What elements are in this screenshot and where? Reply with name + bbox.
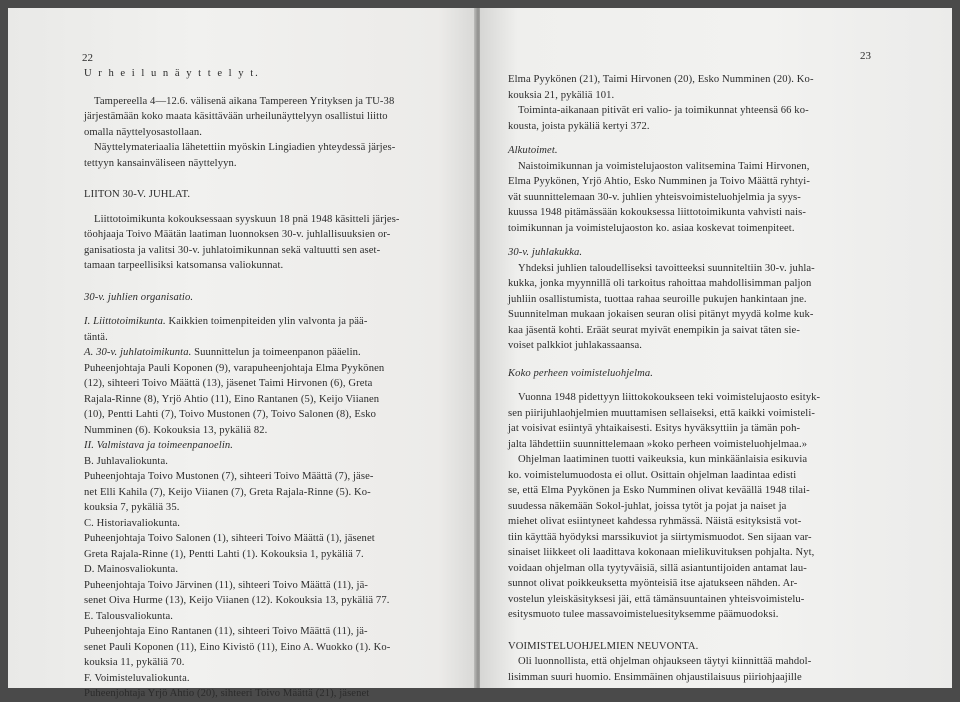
text-line: kousta, joista pykäliä kertyi 372.: [508, 120, 650, 132]
text-line: Toiminta-aikanaan pitivät eri valio- ja toimikunnat yhteensä 66 ko-: [518, 105, 809, 116]
text-line: senet Oiva Hurme (13), Keijo Viianen (12). Kokouksia 13, pykäliä 77.: [84, 595, 390, 606]
text-line: Naistoimikunnan ja voimistelujaoston valitsemina Taimi Hirvonen,: [518, 160, 810, 172]
text-line: toimikunnan ja voimistelujaoston ko. asiaa koskevat toimenpiteet.: [508, 222, 795, 234]
text-line: Koko perheen voimisteluohjelma.: [508, 367, 654, 379]
text-line: Puheenjohtaja Yrjö Ahtio (20), sihteeri Toivo Määttä (21), jäsenet: [84, 688, 370, 699]
text-line: vostelun yleiskäsityksesi jäi, että tämänsuuntainen yhteisvoimistelu-: [508, 593, 805, 605]
text-line: E. Talousvaliokunta.: [84, 610, 174, 622]
text-line: Numminen (6). Kokouksia 13, pykäliä 82.: [84, 424, 268, 436]
paragraph-gap: [84, 203, 444, 212]
text-line: Puheenjohtaja Toivo Järvinen (11), sihteeri Toivo Määttä (11), jä-: [84, 579, 369, 591]
text-line: omalla näyttelyosastollaan.: [84, 126, 203, 138]
text-line: Elma Pyykönen, Yrjö Ahtio, Esko Numminen ja Toivo Määttä ryhtyi-: [508, 176, 810, 187]
right-page-number: 23: [860, 50, 871, 62]
line-rest: Suunnittelun ja toimeenpanon pääelin.: [191, 347, 361, 358]
text-line: kuussa 1948 pitämässään kokouksessa liittotoimikunta vahvisti nais-: [508, 207, 806, 218]
text-line: [84, 345, 444, 361]
paragraph-gap: [508, 236, 884, 245]
text-line: D. Mainosvaliokunta.: [84, 564, 179, 575]
text-line: 30-v. juhlien organisatio.: [84, 291, 194, 303]
paragraph-gap: [84, 274, 444, 290]
text-line: 30-v. juhlakukka.: [508, 247, 583, 258]
text-line: Liittotoimikunta kokouksessaan syyskuun 18 pnä 1948 käsitteli järjes-: [94, 213, 400, 225]
text-line: Puheenjohtaja Pauli Koponen (9), varapuheenjohtaja Elma Pyykönen: [84, 362, 385, 374]
left-page-text: [84, 66, 444, 702]
text-line: lisimman suuri huomio. Ensimmäinen ohjaustilaisuus piiriohjaajille: [508, 671, 802, 683]
text-line: täntä.: [84, 331, 108, 343]
paragraph-gap: [84, 82, 444, 94]
text-line: järjestämään koko maata käsittävään urheilunäyttelyyn osallistui liitto: [84, 111, 388, 122]
text-line: ko. voimistelumuodosta ei ollut. Osittain ohjelman laadintaa edisti: [508, 469, 797, 481]
text-line: II. Valmistava ja toimeenpanoelin.: [84, 440, 234, 451]
text-line: juhliin osallistumista, tuottaa rahaa seuroille pukujen hankintaan jne.: [508, 293, 807, 305]
text-line: kaa jäsentä kohti. Eräät seurat myivät enempikin ja saivat täten sie-: [508, 324, 800, 336]
text-line: Puheenjohtaja Toivo Mustonen (7), sihteeri Toivo Määttä (7), jäse-: [84, 471, 374, 482]
text-line: kouksia 21, pykäliä 101.: [508, 89, 615, 101]
text-line: miehet olivat esiintyneet kahdessa ryhmässä. Näistä esityksistä vot-: [508, 516, 802, 527]
text-line: sinaiset liikkeet oli laadittava kokonaan mielikuvituksen pohjalta. Nyt,: [508, 547, 815, 558]
text-line: Yhdeksi juhlien taloudelliseksi tavoitteeksi suunniteltiin 30-v. juhla-: [518, 262, 815, 274]
text-line: jalta lähdettiin suunnittelemaan »koko perheen voimisteluohjelmaa.»: [508, 438, 808, 450]
paragraph-gap: [508, 354, 884, 366]
line-rest: Kaikkien toimenpiteiden ylin valvonta ja pää-: [165, 316, 368, 327]
text-line: Tampereella 4—12.6. välisenä aikana Tampereen Yrityksen ja TU-38: [94, 95, 395, 107]
text-line: jat voisivat esiintyä yhtaikaisesti. Esitys hyväksyttiin ja tämän poh-: [508, 423, 801, 434]
text-line: C. Historiavaliokunta.: [84, 517, 181, 529]
paragraph-gap: [508, 134, 884, 143]
text-line: suudessa näkemään Sokol-juhlat, joissa tytöt ja pojat ja naiset ja: [508, 500, 787, 512]
text-line: vät suunnittelemaan 30-v. juhlien yhteisvoimisteluohjelmia ja syys-: [508, 191, 801, 203]
text-line: Puheenjohtaja Toivo Salonen (1), sihteeri Toivo Määttä (1), jäsenet: [84, 533, 375, 544]
text-line: kouksia 7, pykäliä 35.: [84, 502, 180, 513]
text-line: Alkutoimet.: [508, 145, 558, 156]
text-line: Puheenjohtaja Eino Rantanen (11), sihteeri Toivo Määttä (11), jä-: [84, 626, 368, 637]
text-line: voiset palkkiot juhlakassaansa.: [508, 340, 643, 351]
text-line: (10), Pentti Lahti (7), Toivo Mustonen (7), Toivo Salonen (8), Esko: [84, 409, 377, 420]
text-line: Oli luonnollista, että ohjelman ohjaukseen täytyi kiinnittää mahdol-: [518, 656, 812, 667]
right-page-text: [508, 72, 884, 685]
text-line: F. Voimisteluvaliokunta.: [84, 672, 190, 684]
text-line: sen piirijuhlaohjelmien muuttamisen sellaiseksi, että kaikki voimisteli-: [508, 407, 816, 419]
text-line: Elma Pyykönen (21), Taimi Hirvonen (20), Esko Numminen (20). Ko-: [508, 74, 814, 85]
text-line: Näyttelymateriaalia lähetettiin myöskin Lingiadien yhteydessä järjes-: [94, 142, 396, 153]
paragraph-gap: [508, 381, 884, 390]
text-line: töohjaaja Toivo Määtän laatiman luonnoksen 30-v. juhlallisuuksien or-: [84, 229, 391, 240]
paragraph-gap: [508, 623, 884, 639]
italic-lead: A. 30-v. juhlatoimikunta.: [84, 347, 192, 358]
text-line: se, että Elma Pyykönen ja Esko Numminen olivat keväällä 1948 tilai-: [508, 485, 810, 496]
text-line: sunnot olivat poikkeuksetta myönteisiä itse ajatukseen nähden. Ar-: [508, 578, 798, 589]
text-line: tettyyn kansainväliseen näyttelyyn.: [84, 157, 237, 169]
left-page-number: 22: [82, 52, 93, 64]
text-line: tamaan tarpeellisiksi katsomansa valiokunnat.: [84, 260, 284, 271]
text-line: (12), sihteeri Toivo Määttä (13), jäsenet Taimi Hirvonen (6), Greta: [84, 378, 373, 389]
text-line: voidaan ohjelman olla tyytyväisiä, sillä asiantuntijoiden antamat lau-: [508, 562, 807, 574]
text-line: Greta Rajala-Rinne (1), Pentti Lahti (1). Kokouksia 1, pykäliä 7.: [84, 548, 364, 560]
text-line: Vuonna 1948 pidettyyn liittokokoukseen teki voimistelujaosto esityk-: [518, 392, 821, 403]
italic-lead: I. Liittotoimikunta.: [84, 316, 166, 327]
text-line: VOIMISTELUOHJELMIEN NEUVONTA.: [508, 640, 699, 652]
text-line: kukka, jonka myynnillä oli tarkoitus rahoittaa mahdollisimman paljon: [508, 278, 812, 289]
paragraph-gap: [84, 305, 444, 314]
text-line: B. Juhlavaliokunta.: [84, 455, 168, 467]
text-line: esitysmuoto tulee massavoimisteluesityksemme päämuodoksi.: [508, 609, 779, 620]
text-line: senet Pauli Koponen (11), Eino Kivistö (11), Eino A. Wuokko (1). Ko-: [84, 641, 391, 653]
paragraph-gap: [84, 171, 444, 187]
text-line: ganisatiosta ja valitsi 30-v. juhlatoimikunnan sekä valtuutti sen aset-: [84, 244, 381, 256]
text-line: Suunnitelman mukaan jokaisen seuran olisi pitänyt myydä kolme kuk-: [508, 309, 814, 320]
text-line: [84, 314, 444, 330]
text-line: kouksia 11, pykäliä 70.: [84, 657, 185, 668]
text-line: Ohjelman laatiminen tuotti vaikeuksia, kun minkäänlaisia esikuvia: [518, 454, 808, 465]
text-line: net Elli Kahila (7), Keijo Viianen (7), Greta Rajala-Rinne (5). Ko-: [84, 486, 371, 498]
text-line: U r h e i l u n ä y t t e l y t.: [84, 68, 260, 79]
text-line: LIITON 30-V. JUHLAT.: [84, 189, 191, 200]
text-line: tiin käyttää hyödyksi marssikuviot ja siirtymismuodot. Sen sijaan var-: [508, 531, 812, 543]
text-line: Rajala-Rinne (8), Yrjö Ahtio (11), Eino Rantanen (5), Keijo Viianen: [84, 393, 380, 405]
